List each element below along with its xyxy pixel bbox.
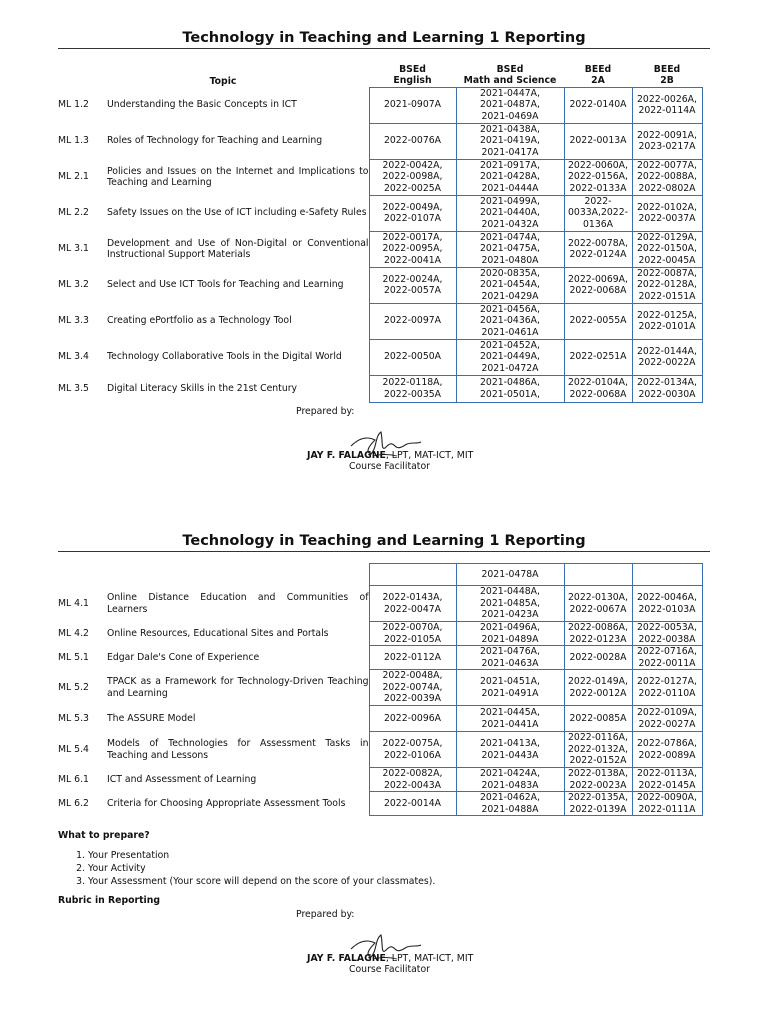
table-row [58, 303, 702, 339]
bsed-english-cell: 2022-0049A, 2022-0107A [369, 195, 456, 231]
bsed-english-cell: 2022-0112A [369, 646, 456, 670]
what-to-prepare-list [74, 850, 435, 888]
topic-cell: Development and Use of Non-Digital or Conventional Instructional Support Materials [107, 237, 369, 260]
beed-2b-cell: 2022-0091A, 2023-0217A [632, 123, 702, 159]
bsed-english-cell [369, 564, 456, 586]
beed-2a-cell: 2022-0130A, 2022-0067A [564, 586, 632, 622]
module-code: ML 3.3 [58, 315, 89, 327]
bsed-math-science-cell: 2021-0438A, 2021-0419A, 2021-0417A [456, 123, 564, 159]
table-row [58, 586, 702, 622]
bsed-math-science-cell: 2021-0451A, 2021-0491A [456, 670, 564, 706]
table-row [58, 792, 702, 816]
module-code: ML 6.2 [58, 797, 89, 809]
list-item: 3. Your Assessment (Your score will depend on the score of your classmates). [88, 876, 435, 889]
title-divider [58, 48, 710, 49]
bsed-math-science-cell: 2021-0413A, 2021-0443A [456, 732, 564, 768]
beed-2a-cell [564, 564, 632, 586]
beed-2b-cell: 2022-0090A, 2022-0111A [632, 792, 702, 816]
module-code: ML 1.3 [58, 135, 89, 147]
module-code: ML 2.2 [58, 207, 89, 219]
beed-2b-header: BEEd 2B [653, 63, 681, 87]
bsed-math-science-cell: 2021-0448A, 2021-0485A, 2021-0423A [456, 586, 564, 622]
topic-cell: Edgar Dale's Cone of Experience [107, 651, 260, 663]
module-code: ML 5.2 [58, 681, 89, 693]
beed-2b-cell: 2022-0127A, 2022-0110A [632, 670, 702, 706]
beed-2b-cell: 2022-0026A, 2022-0114A [632, 87, 702, 123]
bsed-math-science-cell: 2021-0474A, 2021-0475A, 2021-0480A [456, 231, 564, 267]
topic-cell: Safety Issues on the Use of ICT including e-Safety Rules [107, 207, 367, 219]
topic-cell: Roles of Technology for Teaching and Learning [107, 135, 323, 147]
beed-2b-cell: 2022-0053A, 2022-0038A [632, 622, 702, 646]
beed-2a-cell: 2022-0086A, 2022-0123A [564, 622, 632, 646]
beed-2b-cell: 2022-0144A, 2022-0022A [632, 339, 702, 375]
topic-cell: Digital Literacy Skills in the 21st Century [107, 382, 298, 394]
page-title: Technology in Teaching and Learning 1 Reporting [182, 30, 586, 46]
bsed-english-cell: 2022-0082A, 2022-0043A [369, 768, 456, 792]
module-code: ML 6.1 [58, 773, 89, 785]
header-row [58, 56, 702, 87]
table-row [58, 732, 702, 768]
bsed-english-cell: 2022-0042A, 2022-0098A, 2022-0025A [369, 159, 456, 195]
beed-2b-cell: 2022-0109A, 2022-0027A [632, 706, 702, 732]
beed-2b-cell: 2022-0134A, 2022-0030A [632, 375, 702, 402]
beed-2a-cell: 2022-0149A, 2022-0012A [564, 670, 632, 706]
table-row [58, 231, 702, 267]
topic-cell: Criteria for Choosing Appropriate Assessment Tools [107, 797, 346, 809]
bsed-english-cell: 2022-0050A [369, 339, 456, 375]
bsed-math-science-cell: 2021-0456A, 2021-0436A, 2021-0461A [456, 303, 564, 339]
bsed-math-science-cell: 2021-0478A [456, 564, 564, 586]
bsed-math-science-cell: 2021-0424A, 2021-0483A [456, 768, 564, 792]
bsed-math-science-cell: 2021-0452A, 2021-0449A, 2021-0472A [456, 339, 564, 375]
prepared-by-label: Prepared by: [296, 406, 355, 417]
title-divider-2 [58, 551, 710, 552]
beed-2a-cell: 2022-0251A [564, 339, 632, 375]
prepared-by-label-2: Prepared by: [296, 909, 355, 920]
beed-2b-cell: 2022-0129A, 2022-0150A, 2022-0045A [632, 231, 702, 267]
bsed-english-cell: 2022-0076A [369, 123, 456, 159]
beed-2a-cell: 2022- 0033A,2022- 0136A [564, 195, 632, 231]
beed-2b-cell: 2022-0046A, 2022-0103A [632, 586, 702, 622]
bsed-english-cell: 2022-0070A, 2022-0105A [369, 622, 456, 646]
bsed-math-science-cell: 2021-0445A, 2021-0441A [456, 706, 564, 732]
bsed-math-science-header: BSEd Math and Science [463, 63, 557, 87]
bsed-math-science-cell: 2020-0835A, 2021-0454A, 2021-0429A [456, 267, 564, 303]
beed-2a-cell: 2022-0069A, 2022-0068A [564, 267, 632, 303]
facilitator-role: Course Facilitator [349, 461, 430, 472]
topic-header: Topic [209, 75, 237, 87]
topic-cell: ICT and Assessment of Learning [107, 773, 257, 785]
topic-cell: Select and Use ICT Tools for Teaching and Learning [107, 279, 344, 291]
bsed-math-science-cell: 2021-0447A, 2021-0487A, 2021-0469A [456, 87, 564, 123]
bsed-english-header: BSEd English [393, 63, 432, 87]
beed-2a-cell: 2022-0104A, 2022-0068A [564, 375, 632, 402]
module-code: ML 5.3 [58, 712, 89, 724]
bsed-english-cell: 2022-0143A, 2022-0047A [369, 586, 456, 622]
page-title-2: Technology in Teaching and Learning 1 Reporting [182, 533, 586, 549]
bsed-math-science-cell: 2021-0499A, 2021-0440A, 2021-0432A [456, 195, 564, 231]
beed-2a-cell: 2022-0055A [564, 303, 632, 339]
table-row [58, 195, 702, 231]
table-row [58, 339, 702, 375]
topic-cell: Policies and Issues on the Internet and Implications to Teaching and Learning [107, 165, 369, 188]
topic-cell: Technology Collaborative Tools in the Digital World [107, 351, 342, 363]
module-code: ML 3.2 [58, 279, 89, 291]
beed-2b-cell: 2022-0077A, 2022-0088A, 2022-0802A [632, 159, 702, 195]
code-header [58, 56, 107, 87]
table-row [58, 375, 702, 402]
facilitator-role-2: Course Facilitator [349, 964, 430, 975]
table-row [58, 622, 702, 646]
topic-cell: Models of Technologies for Assessment Tasks in Teaching and Lessons [107, 738, 369, 761]
bsed-english-cell: 2022-0118A, 2022-0035A [369, 375, 456, 402]
table-row [58, 706, 702, 732]
module-code: ML 2.1 [58, 171, 89, 183]
module-code: ML 3.4 [58, 351, 89, 363]
bsed-math-science-cell: 2021-0462A, 2021-0488A [456, 792, 564, 816]
bsed-english-cell: 2022-0075A, 2022-0106A [369, 732, 456, 768]
beed-2a-cell: 2022-0085A [564, 706, 632, 732]
beed-2b-cell [632, 564, 702, 586]
facilitator-name-2: JAY F. FALAGNE, LPT, MAT-ICT, MIT [307, 953, 474, 964]
bsed-math-science-cell: 2021-0917A, 2021-0428A, 2021-0444A [456, 159, 564, 195]
topic-cell: Online Resources, Educational Sites and Portals [107, 627, 329, 639]
table-row [58, 670, 702, 706]
rubric-heading: Rubric in Reporting [58, 895, 160, 906]
table-row [58, 768, 702, 792]
bsed-english-cell: 2022-0048A, 2022-0074A, 2022-0039A [369, 670, 456, 706]
topic-cell: TPACK as a Framework for Technology-Driven Teaching and Learning [107, 676, 369, 699]
beed-2b-cell: 2022-0786A, 2022-0089A [632, 732, 702, 768]
module-code: ML 1.2 [58, 99, 89, 111]
beed-2b-cell: 2022-0087A, 2022-0128A, 2022-0151A [632, 267, 702, 303]
topic-cell: Understanding the Basic Concepts in ICT [107, 99, 297, 111]
beed-2a-cell: 2022-0140A [564, 87, 632, 123]
beed-2b-cell: 2022-0125A, 2022-0101A [632, 303, 702, 339]
beed-2a-cell: 2022-0135A, 2022-0139A [564, 792, 632, 816]
beed-2a-cell: 2022-0013A [564, 123, 632, 159]
bsed-english-cell: 2021-0907A [369, 87, 456, 123]
beed-2b-cell: 2022-0113A, 2022-0145A [632, 768, 702, 792]
list-item: 2. Your Activity [88, 863, 435, 876]
bsed-english-cell: 2022-0014A [369, 792, 456, 816]
beed-2a-cell: 2022-0116A, 2022-0132A, 2022-0152A [564, 732, 632, 768]
module-code: ML 4.2 [58, 627, 89, 639]
topic-cell: Creating ePortfolio as a Technology Tool [107, 315, 292, 327]
table-row [58, 267, 702, 303]
bsed-english-cell: 2022-0024A, 2022-0057A [369, 267, 456, 303]
table-row [58, 159, 702, 195]
table-row [58, 646, 702, 670]
bsed-math-science-cell: 2021-0496A, 2021-0489A [456, 622, 564, 646]
bsed-english-cell: 2022-0096A [369, 706, 456, 732]
beed-2a-cell: 2022-0138A, 2022-0023A [564, 768, 632, 792]
what-to-prepare-heading: What to prepare? [58, 830, 150, 841]
table-row [58, 123, 702, 159]
bsed-math-science-cell: 2021-0476A, 2021-0463A [456, 646, 564, 670]
beed-2a-cell: 2022-0078A, 2022-0124A [564, 231, 632, 267]
module-code: ML 3.5 [58, 382, 89, 394]
bsed-english-cell: 2022-0097A [369, 303, 456, 339]
bsed-math-science-cell: 2021-0486A, 2021-0501A, [456, 375, 564, 402]
beed-2a-cell: 2022-0028A [564, 646, 632, 670]
topic-cell: The ASSURE Model [107, 712, 196, 724]
module-code: ML 5.1 [58, 651, 89, 663]
topic-cell [107, 564, 369, 586]
list-item: 1. Your Presentation [88, 850, 435, 863]
beed-2a-cell: 2022-0060A, 2022-0156A, 2022-0133A [564, 159, 632, 195]
table-row [58, 87, 702, 123]
reporting-schedule-table-2 [58, 563, 703, 816]
module-code: ML 5.4 [58, 743, 89, 755]
topic-cell: Online Distance Education and Communities of Learners [107, 592, 369, 615]
reporting-schedule-table [58, 56, 703, 403]
beed-2b-cell: 2022-0102A, 2022-0037A [632, 195, 702, 231]
bsed-english-cell: 2022-0017A, 2022-0095A, 2022-0041A [369, 231, 456, 267]
table-row [58, 564, 702, 586]
module-code [58, 564, 107, 586]
beed-2a-header: BEEd 2A [584, 63, 612, 87]
facilitator-name: JAY F. FALAGNE, LPT, MAT-ICT, MIT [307, 450, 474, 461]
beed-2b-cell: 2022-0716A, 2022-0011A [632, 646, 702, 670]
module-code: ML 3.1 [58, 243, 89, 255]
module-code: ML 4.1 [58, 597, 89, 609]
